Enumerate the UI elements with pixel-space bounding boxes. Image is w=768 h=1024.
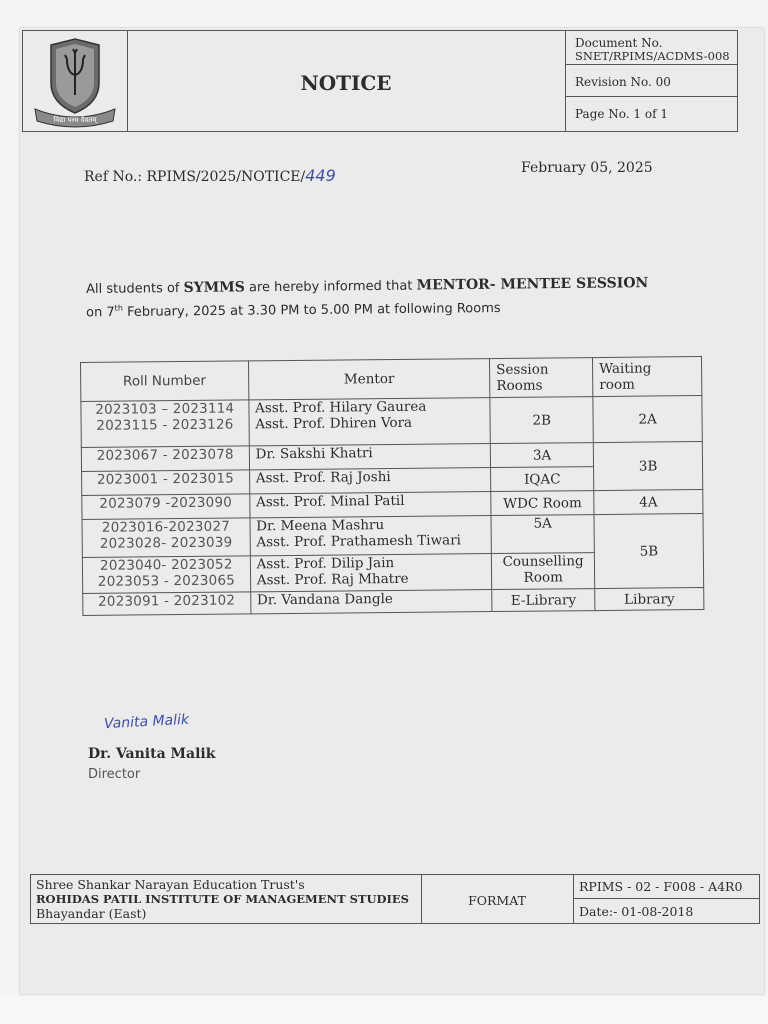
institute-logo [23,31,127,131]
session-room-line: Room [523,569,563,586]
signatory-designation: Director [88,767,141,782]
session-room-cell [492,553,595,590]
roll-range: 2023103 – 2023114 [95,400,235,418]
revision-no: Revision No. 00 [575,75,671,89]
mentor-name: Asst. Prof. Raj Mhatre [256,570,409,589]
body-text-on: on 7 [86,305,115,321]
body-text-sup: th [114,303,123,313]
header-session-rooms [490,358,593,398]
mentor-name: Asst. Prof. Dhiren Vora [255,414,413,433]
roll-range: 2023053 - 2023065 [97,572,236,590]
ref-number [84,166,336,185]
mentor-name: Asst. Prof. Dilip Jain [256,554,395,573]
page-title: NOTICE [300,71,392,95]
session-room-cell: 5A [491,515,594,554]
session-room-cell: 2B [490,397,593,444]
body-text-symms: SYMMS [183,279,245,296]
ref-prefix: Ref No.: RPIMS/2025/NOTICE/ [84,169,306,185]
logo-motto: विद्या परम दैवतम् [53,116,97,124]
footer-institute-cell [31,875,422,923]
footer-code-cell [573,875,759,923]
mentor-cell: Dr. Sakshi Khatri [249,444,491,470]
page-no-row [565,97,737,131]
mentor-name: Asst. Prof. Hilary Gaurea [255,398,427,417]
doc-no-label: Document No. [575,36,663,50]
ref-handwritten-number: 449 [305,166,336,185]
body-text-c: are hereby informed that [244,278,417,296]
roll-range: 2023016-2023027 [101,518,231,536]
mentor-cell [249,398,491,446]
waiting-room-cell: 3B [593,442,702,491]
mentor-cell: Asst. Prof. Raj Joshi [249,468,491,494]
footer-format: FORMAT [468,893,526,908]
mentor-room-table [80,356,704,616]
document-meta [565,31,737,131]
roll-cell [82,556,250,594]
roll-range: 2023028- 2023039 [99,534,233,552]
header-roll-number: Roll Number [81,361,249,402]
body-text-time: February, 2025 at 3.30 PM to 5.00 PM at following Rooms [122,300,501,320]
footer-code: RPIMS - 02 - F008 - A4R0 [579,879,743,894]
roll-range: 2023040- 2023052 [99,556,233,574]
table-header-row [81,357,702,402]
roll-cell: 2023091 - 2023102 [83,592,251,616]
header-session-2: Rooms [496,377,543,395]
handwritten-signature: Vanita Malik [103,711,190,733]
mentor-cell [250,516,492,556]
doc-no-row [565,31,737,65]
mentor-cell [250,554,492,592]
header-waiting-room [593,357,702,397]
header-waiting-1: Waiting [599,360,652,378]
mentor-name: Asst. Prof. Prathamesh Tiwari [256,532,462,551]
waiting-room-cell: Library [595,588,704,611]
signatory-name: Dr. Vanita Malik [88,746,216,762]
waiting-room-cell: 2A [593,396,702,443]
header-waiting-2: room [599,376,635,394]
logo-cell [23,31,128,131]
session-room-cell: E-Library [492,589,595,612]
header-mentor: Mentor [248,359,490,400]
page-no: Page No. 1 of 1 [575,107,668,121]
header-session-1: Session [496,361,549,379]
body-text-session: MENTOR- MENTEE SESSION [416,275,649,294]
background-strip [0,996,768,1024]
table-row [81,396,702,448]
footer-format-cell [421,875,574,923]
mentor-cell: Asst. Prof. Minal Patil [249,492,491,518]
title-cell [127,31,566,131]
document-header [22,30,738,132]
roll-cell [81,400,249,448]
body-text-a: All students of [86,280,184,297]
notice-date: February 05, 2025 [521,160,653,176]
footer-code-row [573,875,759,899]
roll-cell [82,518,250,558]
table-row [81,442,702,472]
footer-location: Bhayandar (East) [36,906,147,921]
roll-range: 2023115 - 2023126 [96,416,234,434]
session-room-cell: 3A [490,443,593,468]
session-room-line: Counselling [502,553,584,570]
waiting-room-cell: 4A [594,490,703,515]
document-footer [30,874,760,924]
footer-date: Date:- 01-08-2018 [579,904,694,919]
mentor-cell: Dr. Vandana Dangle [250,590,492,614]
footer-institute: ROHIDAS PATIL INSTITUTE OF MANAGEMENT STUDIES [36,892,409,906]
session-room-cell: IQAC [491,467,594,492]
table-row [82,514,703,558]
mentor-name: Dr. Meena Mashru [256,517,385,535]
session-room-cell: WDC Room [491,491,594,516]
waiting-room-cell: 5B [594,514,704,589]
revision-row [565,65,737,97]
roll-cell: 2023001 - 2023015 [82,470,250,496]
roll-cell: 2023079 -2023090 [82,494,250,520]
doc-no-value: SNET/RPIMS/ACDMS-008 [575,49,730,63]
footer-trust: Shree Shankar Narayan Education Trust's [36,877,305,892]
roll-cell: 2023067 - 2023078 [81,446,249,472]
